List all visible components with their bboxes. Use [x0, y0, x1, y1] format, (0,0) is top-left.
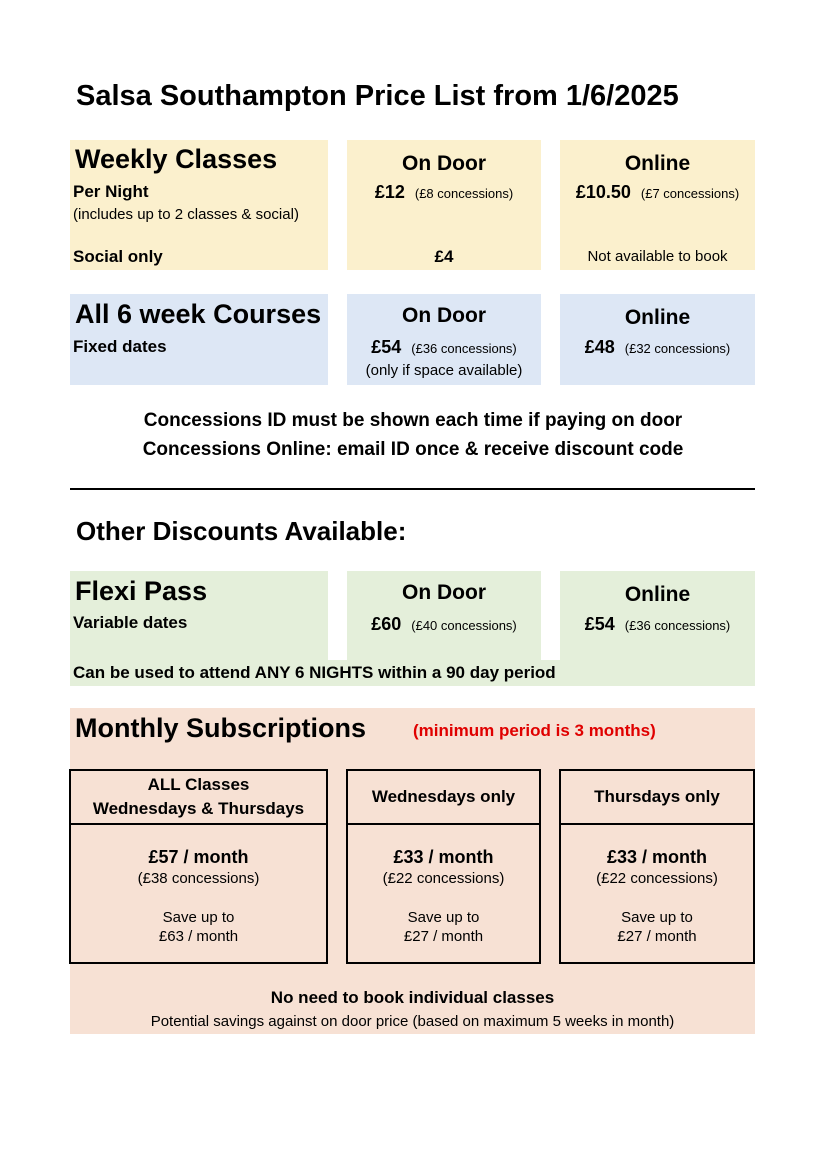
plan-wednesdays-title: Wednesdays only — [371, 787, 516, 806]
courses-label-panel — [70, 294, 328, 385]
weekly-door-price-row — [347, 182, 541, 203]
flexi-door-heading: On Door — [402, 581, 486, 604]
flexi-heading: Flexi Pass — [75, 576, 208, 606]
plan-wednesdays-concessions: (£22 concessions) — [382, 870, 505, 887]
weekly-online-social-note: Not available to book — [587, 248, 728, 265]
courses-door-price-row — [347, 337, 541, 358]
weekly-heading: Weekly Classes — [75, 144, 278, 174]
plan-wednesdays — [346, 769, 541, 964]
flexi-door-cell — [347, 571, 541, 660]
courses-door-panel — [347, 294, 541, 385]
flexi-door-concessions: (£40 concessions) — [411, 618, 517, 633]
weekly-online-concessions: (£7 concessions) — [640, 186, 740, 201]
flexi-gap-2 — [541, 571, 560, 660]
plan-wednesdays-body — [348, 825, 539, 945]
weekly-online-panel — [560, 140, 755, 270]
flexi-door-price-row — [347, 614, 541, 635]
flexi-online-price-row — [560, 614, 755, 635]
plan-thursdays-save-amount: £27 / month — [617, 928, 697, 945]
flexi-online-price: £54 — [584, 614, 615, 634]
weekly-door-social-price: £4 — [434, 247, 454, 266]
weekly-online-heading: Online — [624, 152, 691, 175]
plan-thursdays-body — [561, 825, 753, 945]
courses-online-heading: Online — [624, 306, 691, 329]
concessions-note-door: Concessions ID must be shown each time if paying on door — [143, 410, 683, 431]
courses-online-concessions: (£32 concessions) — [624, 341, 731, 356]
courses-door-heading: On Door — [402, 304, 486, 327]
plan-thursdays-header — [561, 771, 753, 825]
monthly-footer-title: No need to book individual classes — [270, 988, 555, 1007]
plan-all-classes-header — [71, 771, 326, 825]
page-title: Salsa Southampton Price List from 1/6/2025 — [76, 80, 679, 112]
weekly-online-price: £10.50 — [575, 182, 631, 202]
plan-thursdays-save-label: Save up to — [621, 909, 693, 926]
courses-door-note: (only if space available) — [365, 362, 523, 379]
courses-heading: All 6 week Courses — [75, 299, 322, 329]
flexi-variable-dates: Variable dates — [73, 613, 188, 632]
courses-online-panel — [560, 294, 755, 385]
plan-wednesdays-price: £33 / month — [393, 847, 494, 867]
plan-all-classes-concessions: (£38 concessions) — [137, 870, 260, 887]
monthly-heading: Monthly Subscriptions — [75, 713, 367, 743]
courses-door-concessions: (£36 concessions) — [411, 341, 517, 356]
plan-all-classes-save-amount: £63 / month — [158, 928, 239, 945]
weekly-includes: (includes up to 2 classes & social) — [73, 206, 299, 223]
plan-wednesdays-header — [348, 771, 539, 825]
flexi-gap-1 — [328, 571, 347, 660]
plan-thursdays-title: Thursdays only — [594, 787, 720, 806]
courses-online-price: £48 — [584, 337, 615, 357]
section-divider — [70, 488, 755, 490]
plan-thursdays-price: £33 / month — [606, 847, 708, 867]
other-discounts-heading: Other Discounts Available: — [76, 516, 407, 546]
plan-all-classes — [69, 769, 328, 964]
weekly-per-night: Per Night — [73, 182, 149, 201]
plan-wednesdays-save-label: Save up to — [407, 909, 480, 926]
weekly-social-only: Social only — [73, 247, 163, 266]
flexi-note: Can be used to attend ANY 6 NIGHTS within a 90 day period — [73, 663, 556, 682]
weekly-door-price: £12 — [374, 182, 405, 202]
courses-door-price: £54 — [371, 337, 402, 357]
flexi-door-price: £60 — [371, 614, 402, 634]
weekly-door-heading: On Door — [402, 152, 486, 175]
monthly-footer-note: Potential savings against on door price (based on maximum 5 weeks in month) — [150, 1013, 675, 1030]
concessions-note-online: Concessions Online: email ID once & receive discount code — [142, 439, 684, 460]
plan-all-classes-price: £57 / month — [148, 847, 249, 867]
plan-thursdays-concessions: (£22 concessions) — [596, 870, 718, 887]
weekly-door-concessions: (£8 concessions) — [414, 186, 514, 201]
flexi-online-heading: Online — [624, 583, 691, 606]
plan-all-classes-body — [71, 825, 326, 945]
courses-fixed-dates: Fixed dates — [73, 337, 167, 356]
weekly-door-panel — [347, 140, 541, 270]
monthly-minimum-period: (minimum period is 3 months) — [413, 721, 656, 740]
plan-all-classes-title: ALL Classes — [147, 775, 250, 794]
flexi-online-concessions: (£36 concessions) — [624, 618, 731, 633]
weekly-label-panel — [70, 140, 328, 270]
plan-thursdays — [559, 769, 755, 964]
weekly-online-price-row — [560, 182, 755, 203]
plan-wednesdays-save-amount: £27 / month — [403, 928, 484, 945]
flexi-panel — [70, 571, 755, 686]
flexi-online-cell — [560, 571, 755, 660]
plan-all-classes-save-label: Save up to — [162, 909, 235, 926]
courses-online-price-row — [560, 337, 755, 358]
plan-all-classes-subtitle: Wednesdays & Thursdays — [92, 799, 305, 818]
